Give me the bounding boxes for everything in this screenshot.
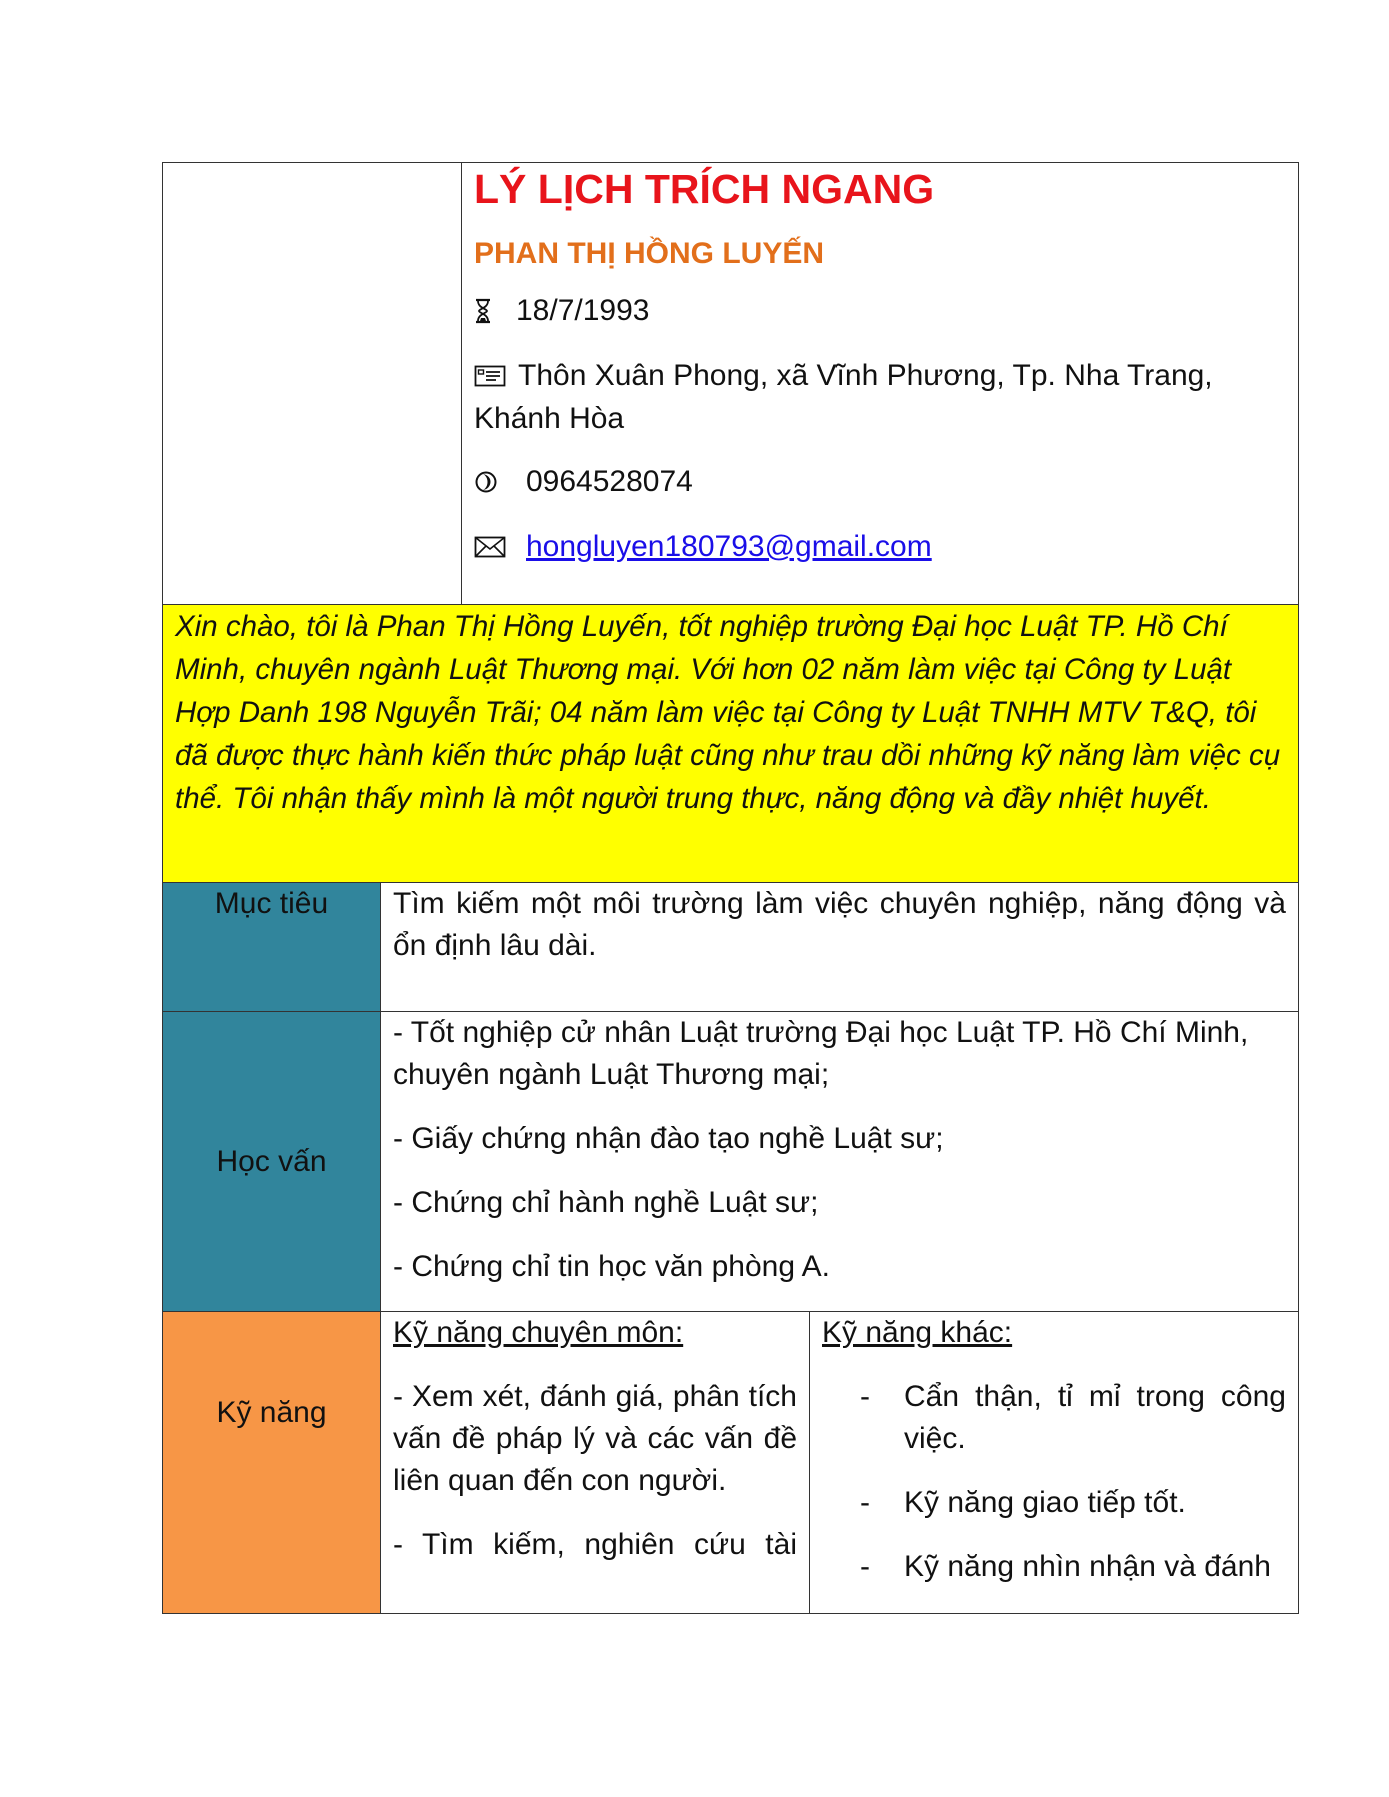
contact-info: [462, 163, 1298, 604]
phone-value: 0964528074: [526, 465, 693, 498]
dob-value: 18/7/1993: [516, 294, 650, 327]
list-item: - Chứng chỉ hành nghề Luật sư;: [393, 1186, 819, 1219]
other-skills: [810, 1312, 1298, 1613]
phone-line: [474, 460, 1286, 503]
professional-skills-heading: Kỹ năng chuyên môn:: [393, 1316, 684, 1349]
other-skills-list: [822, 1376, 1286, 1588]
skills-label: Kỹ năng: [163, 1312, 381, 1613]
cv-table: [162, 162, 1299, 1614]
list-item-text: Kỹ năng giao tiếp tốt.: [904, 1486, 1186, 1519]
list-item-text: Cẩn thận, tỉ mỉ trong công việc.: [904, 1380, 1286, 1455]
person-name: PHAN THỊ HỒNG LUYẾN: [474, 237, 825, 270]
professional-skills: [381, 1312, 810, 1613]
address-value: Thôn Xuân Phong, xã Vĩnh Phương, Tp. Nha Trang, Khánh Hòa: [474, 359, 1213, 435]
dob-line: [474, 289, 1286, 332]
hourglass-icon: [474, 289, 516, 332]
list-item: [822, 1482, 1286, 1524]
other-skills-heading: Kỹ năng khác:: [822, 1316, 1013, 1349]
list-item: - Tìm kiếm, nghiên cứu tài: [393, 1528, 797, 1561]
goal-row: [163, 883, 1298, 1012]
address-line: [474, 354, 1286, 440]
page-title: LÝ LỊCH TRÍCH NGANG: [474, 166, 935, 212]
list-item: - Chứng chỉ tin học văn phòng A.: [393, 1250, 831, 1283]
list-item: - Xem xét, đánh giá, phân tích vấn đề pháp lý và các vấn đề liên quan đến con người.: [393, 1380, 797, 1497]
photo-cell: [163, 163, 462, 604]
phone-icon: [474, 460, 526, 503]
email-line: [474, 525, 1286, 568]
list-item: - Giấy chứng nhận đào tạo nghề Luật sư;: [393, 1122, 944, 1155]
email-link[interactable]: hongluyen180793@gmail.com: [526, 530, 932, 563]
goal-label: Mục tiêu: [163, 883, 381, 1011]
list-item: [822, 1376, 1286, 1460]
list-item-text: Kỹ năng nhìn nhận và đánh: [904, 1550, 1271, 1583]
bullet-dash: -: [860, 1486, 870, 1519]
education-label: Học vấn: [163, 1012, 381, 1311]
intro-paragraph: Xin chào, tôi là Phan Thị Hồng Luyến, tốt nghiệp trường Đại học Luật TP. Hồ Chí Minh, chuyên ngành Luật Thương mại. Với hơn 02 năm làm việc tại Công ty Luật Hợp Danh 198 Nguyễn Trãi; 04 năm làm việc tại Công ty Luật TNHH MTV T&Q, tôi đã được thực hành kiến thức pháp luật cũng như trau dồi những kỹ năng làm việc cụ thể. Tôi nhận thấy mình là một người trung thực, năng động và đầy nhiệt huyết.: [163, 605, 1298, 883]
education-list: [381, 1012, 1298, 1311]
header-row: [163, 163, 1298, 605]
envelope-icon: [474, 525, 526, 568]
bullet-dash: -: [860, 1550, 870, 1583]
address-card-icon: [474, 354, 518, 397]
bullet-dash: -: [860, 1380, 870, 1413]
goal-text: Tìm kiếm một môi trường làm việc chuyên nghiệp, năng động và ổn định lâu dài.: [393, 887, 1286, 962]
education-row: [163, 1012, 1298, 1312]
list-item: - Tốt nghiệp cử nhân Luật trường Đại học Luật TP. Hồ Chí Minh, chuyên ngành Luật Thương mại;: [393, 1016, 1249, 1091]
list-item: [822, 1546, 1286, 1588]
skills-row: [163, 1312, 1298, 1613]
